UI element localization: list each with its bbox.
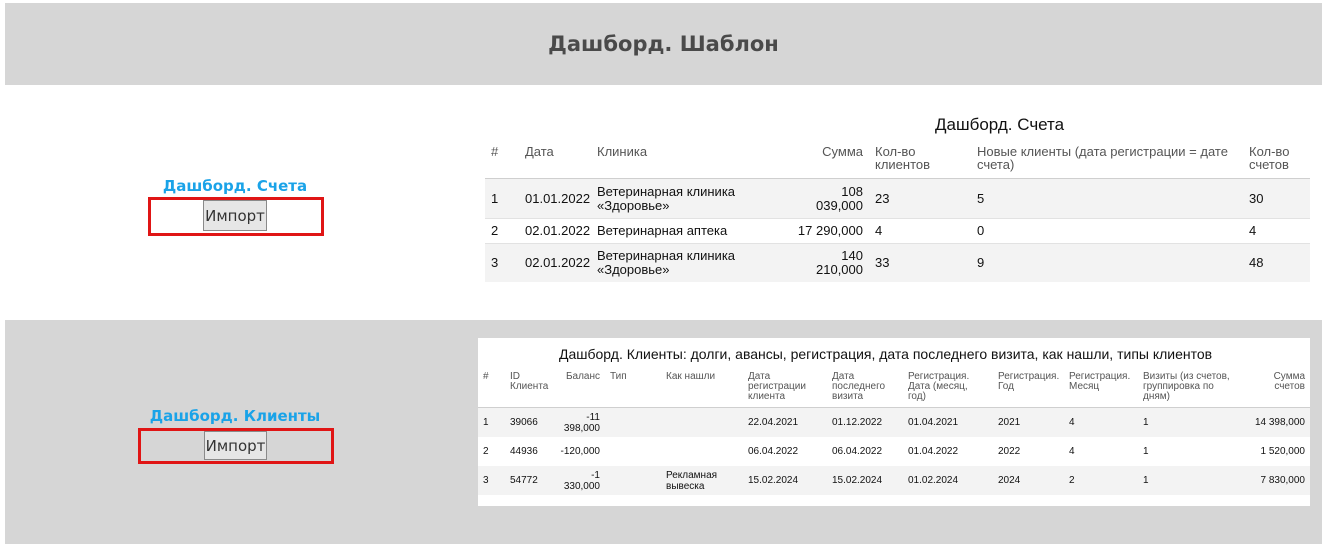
cell: Ветеринарная клиника «Здоровье»	[591, 244, 791, 283]
cell: 23	[869, 179, 971, 219]
cell: 30	[1243, 179, 1310, 219]
col-header: Новые клиенты (дата регистрации = дате счета)	[971, 142, 1243, 179]
cell: 4	[869, 219, 971, 244]
cell: 140 210,000	[791, 244, 869, 283]
col-header: Тип	[605, 370, 661, 408]
cell: 4	[1064, 437, 1138, 466]
cell: 15.02.2024	[827, 466, 903, 495]
cell: 2024	[993, 466, 1064, 495]
col-header: #	[485, 142, 519, 179]
table-row	[485, 219, 1310, 244]
table-row	[485, 244, 1310, 283]
table-row	[478, 408, 1310, 438]
cell: 01.02.2024	[903, 466, 993, 495]
col-header: Как нашли	[661, 370, 743, 408]
table-row	[485, 179, 1310, 219]
cell: Ветеринарная клиника «Здоровье»	[591, 179, 791, 219]
cell: 4	[1243, 219, 1310, 244]
cell: 02.01.2022	[519, 244, 591, 283]
invoices-table-title: Дашборд. Счета	[935, 115, 1065, 134]
cell: 17 290,000	[791, 219, 869, 244]
cell: 02.01.2022	[519, 219, 591, 244]
col-header: Дата последнего визита	[827, 370, 903, 408]
cell: 0	[971, 219, 1243, 244]
table-row	[478, 437, 1310, 466]
cell	[605, 408, 661, 438]
cell: 5	[971, 179, 1243, 219]
cell: 48	[1243, 244, 1310, 283]
section-label-clients[interactable]: Дашборд. Клиенты	[149, 407, 321, 425]
col-header: Сумма	[791, 142, 869, 179]
cell: 7 830,000	[1238, 466, 1310, 495]
col-header: Кол-во клиентов	[869, 142, 971, 179]
cell: 01.01.2022	[519, 179, 591, 219]
cell: 2	[478, 437, 505, 466]
cell: 9	[971, 244, 1243, 283]
col-header: Регистрация. Дата (месяц, год)	[903, 370, 993, 408]
cell: 1	[1138, 408, 1238, 438]
invoices-table	[485, 142, 1310, 282]
col-header: Баланс	[555, 370, 605, 408]
cell: 01.04.2022	[903, 437, 993, 466]
cell: 06.04.2022	[827, 437, 903, 466]
page-header	[5, 3, 1322, 85]
cell: 1	[1138, 466, 1238, 495]
cell: 108 039,000	[791, 179, 869, 219]
cell: 06.04.2022	[743, 437, 827, 466]
cell: 39066	[505, 408, 555, 438]
col-header: Клиника	[591, 142, 791, 179]
section-label-invoices[interactable]: Дашборд. Счета	[162, 177, 308, 195]
import-invoices-button[interactable]: Импорт	[203, 200, 267, 231]
col-header: Регистрация. Год	[993, 370, 1064, 408]
cell: -11 398,000	[555, 408, 605, 438]
page-title: Дашборд. Шаблон	[548, 32, 779, 56]
cell: -120,000	[555, 437, 605, 466]
cell: 01.12.2022	[827, 408, 903, 438]
cell: 3	[485, 244, 519, 283]
table-row	[478, 466, 1310, 495]
cell	[605, 437, 661, 466]
cell: 2	[1064, 466, 1138, 495]
col-header: Визиты (из счетов, группировка по дням)	[1138, 370, 1238, 408]
cell: 1	[485, 179, 519, 219]
cell: 01.04.2021	[903, 408, 993, 438]
cell: 2	[485, 219, 519, 244]
cell: 1	[478, 408, 505, 438]
col-header: Дата регистрации клиента	[743, 370, 827, 408]
cell: 3	[478, 466, 505, 495]
cell: 4	[1064, 408, 1138, 438]
col-header: ID Клиента	[505, 370, 555, 408]
cell: 14 398,000	[1238, 408, 1310, 438]
cell	[605, 466, 661, 495]
col-header: Регистрация. Месяц	[1064, 370, 1138, 408]
col-header: Дата	[519, 142, 591, 179]
cell: Ветеринарная аптека	[591, 219, 791, 244]
cell: 1	[1138, 437, 1238, 466]
cell: Рекламная вывеска	[661, 466, 743, 495]
cell: 2022	[993, 437, 1064, 466]
clients-table-title: Дашборд. Клиенты: долги, авансы, регистрация, дата последнего визита, как нашли, типы клиентов	[559, 346, 1213, 362]
cell: 44936	[505, 437, 555, 466]
cell: 1 520,000	[1238, 437, 1310, 466]
col-header: Сумма счетов	[1238, 370, 1310, 408]
cell	[661, 437, 743, 466]
cell: -1 330,000	[555, 466, 605, 495]
cell: 54772	[505, 466, 555, 495]
import-clients-button[interactable]: Импорт	[204, 431, 267, 460]
cell: 2021	[993, 408, 1064, 438]
col-header: Кол-во счетов	[1243, 142, 1310, 179]
cell: 22.04.2021	[743, 408, 827, 438]
clients-table	[478, 370, 1310, 495]
cell: 33	[869, 244, 971, 283]
cell	[661, 408, 743, 438]
cell: 15.02.2024	[743, 466, 827, 495]
col-header: #	[478, 370, 505, 408]
